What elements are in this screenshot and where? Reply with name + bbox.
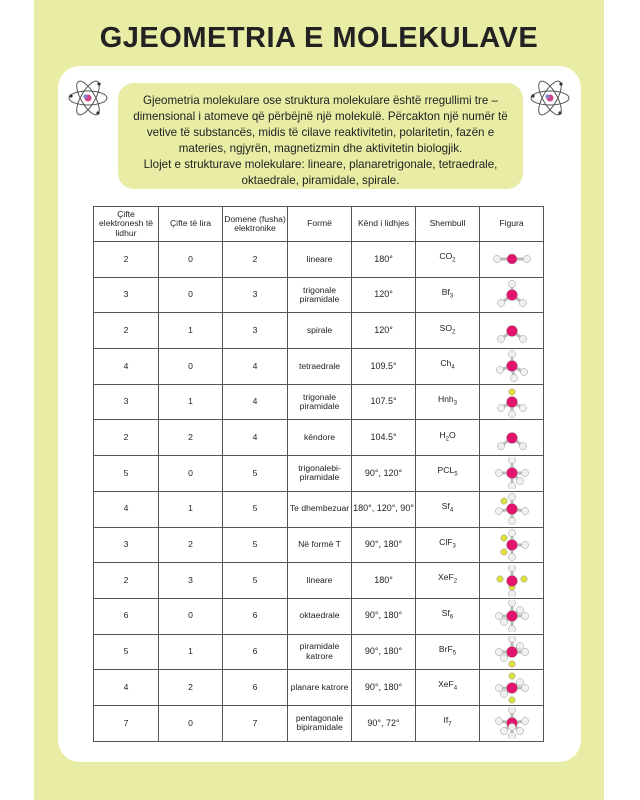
central-atom [506, 575, 517, 586]
table-row [94, 491, 544, 527]
example-subscript: 4 [453, 686, 458, 693]
table-row [94, 420, 544, 456]
outer-atom [500, 654, 507, 661]
outer-atom [508, 457, 515, 464]
table-row [94, 242, 544, 278]
outer-atom [521, 541, 528, 548]
cell-example [416, 527, 480, 563]
table-row [94, 313, 544, 349]
example-formula: BrF [438, 643, 453, 654]
cell-shape: këndore [288, 420, 352, 456]
example-subscript: 2 [452, 329, 456, 336]
cell-electron-domains: 3 [223, 277, 288, 313]
molecule-figure [492, 707, 532, 739]
outer-atom [519, 404, 526, 411]
table-row [94, 277, 544, 313]
cell-shape: tetraedrale [288, 349, 352, 385]
example-formula: H [439, 429, 446, 440]
cell-electron-domains: 6 [223, 670, 288, 706]
central-atom [506, 539, 517, 550]
cell-lone-pairs: 0 [159, 456, 223, 492]
outer-atom [508, 590, 515, 597]
header-example: Shembull [416, 207, 480, 242]
cell-shape: trigonale piramidale [288, 277, 352, 313]
cell-bonded-pairs: 6 [94, 598, 159, 634]
molecule-figure [492, 422, 532, 454]
geometry-table [93, 206, 544, 742]
cell-electron-domains: 6 [223, 598, 288, 634]
outer-atom [521, 613, 528, 620]
cell-figure [480, 242, 544, 278]
outer-atom [521, 648, 528, 655]
outer-atom [510, 375, 517, 382]
outer-atom [519, 299, 526, 306]
outer-atom [500, 619, 507, 626]
outer-atom [496, 367, 503, 374]
molecule-figure [492, 350, 532, 382]
cell-shape: Te dhembezuar [288, 491, 352, 527]
table-row [94, 527, 544, 563]
table-row [94, 349, 544, 385]
cell-bonded-pairs: 3 [94, 384, 159, 420]
cell-bond-angle: 120° [352, 313, 416, 349]
example-subscript: 5 [454, 472, 458, 479]
cell-bonded-pairs: 2 [94, 563, 159, 599]
example-formula: Hnh [437, 393, 454, 404]
header-lone-pairs: Çifte të lira [159, 207, 223, 242]
central-atom [506, 325, 517, 336]
outer-atom [495, 718, 502, 725]
outer-atom [497, 335, 504, 342]
cell-bond-angle: 90°, 180° [352, 598, 416, 634]
lone-pair-atom [500, 498, 506, 504]
cell-lone-pairs: 1 [159, 634, 223, 670]
central-atom [506, 432, 517, 443]
example-subscript: 2 [453, 579, 458, 586]
table-row [94, 634, 544, 670]
outer-atom [523, 256, 530, 263]
cell-bond-angle: 90°, 72° [352, 705, 416, 741]
example-formula: SO [439, 322, 453, 333]
lone-pair-atom [496, 575, 502, 581]
outer-atom [508, 565, 515, 572]
cell-shape: trigonale piramidale [288, 384, 352, 420]
cell-example [416, 563, 480, 599]
cell-bonded-pairs: 2 [94, 420, 159, 456]
outer-atom [521, 684, 528, 691]
table-row [94, 384, 544, 420]
lone-pair-atom [508, 672, 514, 678]
cell-shape: spirale [288, 313, 352, 349]
cell-shape: lineare [288, 242, 352, 278]
cell-shape: trigonalebi- piramidale [288, 456, 352, 492]
example-subscript: 7 [448, 721, 452, 728]
cell-example [416, 670, 480, 706]
cell-figure [480, 527, 544, 563]
outer-atom [495, 508, 502, 515]
cell-lone-pairs: 2 [159, 670, 223, 706]
cell-lone-pairs: 1 [159, 313, 223, 349]
cell-lone-pairs: 0 [159, 705, 223, 741]
cell-example [416, 491, 480, 527]
page-title: GJEOMETRIA E MOLEKULAVE [99, 22, 539, 54]
cell-bond-angle: 90°, 180° [352, 634, 416, 670]
cell-bonded-pairs: 5 [94, 456, 159, 492]
table-header-row [94, 207, 544, 242]
central-atom [506, 290, 517, 301]
header-bond-angle: Kënd i lidhjes [352, 207, 416, 242]
cell-example [416, 705, 480, 741]
central-atom [506, 682, 517, 693]
cell-lone-pairs: 3 [159, 563, 223, 599]
cell-figure [480, 563, 544, 599]
outer-atom [500, 690, 507, 697]
cell-figure [480, 313, 544, 349]
lone-pair-atom [520, 575, 526, 581]
example-formula: Sf [441, 608, 450, 619]
cell-lone-pairs: 2 [159, 420, 223, 456]
cell-shape: planare katrore [288, 670, 352, 706]
cell-figure [480, 420, 544, 456]
cell-figure [480, 705, 544, 741]
cell-electron-domains: 3 [223, 313, 288, 349]
outer-atom [495, 648, 502, 655]
header-electron-domains: Domene (fusha) elektronike [223, 207, 288, 242]
table-row [94, 670, 544, 706]
molecule-figure [492, 565, 532, 597]
outer-atom [521, 718, 528, 725]
cell-example [416, 313, 480, 349]
outer-atom [495, 613, 502, 620]
example-formula: If [443, 715, 449, 726]
molecule-figure [492, 672, 532, 704]
table-row [94, 456, 544, 492]
central-atom [506, 397, 517, 408]
outer-atom [519, 442, 526, 449]
central-atom [506, 646, 517, 657]
lone-pair-atom [500, 549, 506, 555]
cell-figure [480, 491, 544, 527]
cell-example [416, 634, 480, 670]
example-formula: CO [439, 251, 453, 262]
cell-example [416, 242, 480, 278]
cell-electron-domains: 7 [223, 705, 288, 741]
example-subscript: 4 [449, 507, 454, 514]
central-atom [506, 361, 517, 372]
molecule-figure [492, 636, 532, 668]
cell-lone-pairs: 0 [159, 349, 223, 385]
cell-figure [480, 277, 544, 313]
cell-bonded-pairs: 2 [94, 313, 159, 349]
example-formula: PCL [437, 465, 455, 476]
cell-lone-pairs: 0 [159, 277, 223, 313]
molecule-figure [492, 529, 532, 561]
cell-figure [480, 634, 544, 670]
cell-bonded-pairs: 2 [94, 242, 159, 278]
outer-atom [500, 728, 507, 735]
cell-figure [480, 598, 544, 634]
outer-atom [519, 335, 526, 342]
header-bonded-pairs: Çifte elektronesh të lidhur [94, 207, 159, 242]
header-shape: Formë [288, 207, 352, 242]
outer-atom [516, 728, 523, 735]
outer-atom [508, 351, 515, 358]
cell-lone-pairs: 0 [159, 598, 223, 634]
cell-bonded-pairs: 4 [94, 491, 159, 527]
intro-box [118, 83, 523, 189]
cell-lone-pairs: 0 [159, 242, 223, 278]
central-atom [506, 468, 517, 479]
cell-bond-angle: 90°, 120° [352, 456, 416, 492]
cell-bond-angle: 120° [352, 277, 416, 313]
outer-atom [508, 600, 515, 607]
example-subscript: 3 [452, 543, 456, 550]
cell-bond-angle: 90°, 180° [352, 527, 416, 563]
cell-bonded-pairs: 4 [94, 349, 159, 385]
example-formula: XeF [437, 679, 454, 690]
table-row [94, 563, 544, 599]
cell-lone-pairs: 1 [159, 491, 223, 527]
example-subscript: 2 [445, 436, 449, 443]
cell-shape: oktaedrale [288, 598, 352, 634]
atom-icon [528, 76, 572, 120]
molecule-figure [492, 279, 532, 311]
table-row [94, 705, 544, 741]
cell-bond-angle: 90°, 180° [352, 670, 416, 706]
cell-bond-angle: 180°, 120°, 90° [352, 491, 416, 527]
cell-figure [480, 384, 544, 420]
outer-atom [516, 642, 523, 649]
outer-atom [508, 529, 515, 536]
outer-atom [521, 470, 528, 477]
cell-bond-angle: 109.5° [352, 349, 416, 385]
cell-example [416, 384, 480, 420]
cell-bonded-pairs: 4 [94, 670, 159, 706]
cell-electron-domains: 4 [223, 384, 288, 420]
cell-bonded-pairs: 3 [94, 527, 159, 563]
atom-icon [66, 76, 110, 120]
cell-electron-domains: 4 [223, 349, 288, 385]
central-atom [507, 254, 517, 264]
outer-atom [508, 483, 515, 490]
example-formula: XeF [437, 572, 454, 583]
cell-shape: piramidale katrore [288, 634, 352, 670]
molecule-figure [492, 457, 532, 489]
cell-example [416, 456, 480, 492]
example-formula-tail: O [448, 429, 456, 440]
cell-lone-pairs: 1 [159, 384, 223, 420]
outer-atom [520, 369, 527, 376]
example-subscript: 6 [449, 614, 454, 621]
outer-atom [516, 678, 523, 685]
cell-electron-domains: 2 [223, 242, 288, 278]
cell-electron-domains: 4 [223, 420, 288, 456]
cell-shape: pentagonale bipiramidale [288, 705, 352, 741]
lone-pair-atom [508, 661, 514, 667]
example-subscript: 3 [449, 293, 454, 300]
outer-atom [516, 607, 523, 614]
intro-paragraph: Gjeometria molekulare ose struktura molekulare është rregullimi tre – dimensional i atomeve që përbëjnë një molekulë. Përcakton një numër të vetive të substancës, midis të cilave reaktivitetin, polaritetin, fazën e materies, ngjyrën, magnetizmin dhe aktivitetin biologjik. [133, 94, 508, 156]
cell-bonded-pairs: 3 [94, 277, 159, 313]
outer-atom [497, 442, 504, 449]
lone-pair-atom [508, 696, 514, 702]
outer-atom [493, 256, 500, 263]
cell-electron-domains: 5 [223, 456, 288, 492]
cell-lone-pairs: 2 [159, 527, 223, 563]
cell-bond-angle: 107.5° [352, 384, 416, 420]
outer-atom [497, 404, 504, 411]
cell-example [416, 598, 480, 634]
cell-bonded-pairs: 5 [94, 634, 159, 670]
outer-atom [508, 494, 515, 501]
cell-electron-domains: 6 [223, 634, 288, 670]
cell-electron-domains: 5 [223, 527, 288, 563]
outer-atom [508, 410, 515, 417]
example-subscript: 2 [452, 257, 456, 264]
example-formula: Bf [441, 286, 450, 297]
outer-atom [497, 299, 504, 306]
outer-atom [495, 684, 502, 691]
outer-atom [508, 553, 515, 560]
cell-bonded-pairs: 7 [94, 705, 159, 741]
header-figure: Figura [480, 207, 544, 242]
molecule-figure [492, 386, 532, 418]
cell-example [416, 277, 480, 313]
example-subscript: 5 [452, 650, 457, 657]
cell-figure [480, 456, 544, 492]
example-subscript: 3 [453, 400, 458, 407]
central-atom [506, 611, 517, 622]
outer-atom [508, 636, 515, 643]
molecule-figure [492, 493, 532, 525]
intro-types: Llojet e strukturave molekulare: lineare, planaretrigonale, tetraedrale, oktaedrale, piramidale, spirale. [143, 158, 498, 188]
molecule-figure [492, 243, 532, 275]
cell-bond-angle: 180° [352, 563, 416, 599]
lone-pair-atom [508, 389, 514, 395]
molecule-figure [492, 600, 532, 632]
outer-atom [508, 724, 515, 731]
outer-atom [508, 733, 515, 740]
molecule-figure [492, 315, 532, 347]
cell-example [416, 349, 480, 385]
cell-bond-angle: 104.5° [352, 420, 416, 456]
table-row [94, 598, 544, 634]
outer-atom [508, 280, 515, 287]
example-formula: Sf [441, 501, 450, 512]
example-subscript: 4 [451, 365, 455, 372]
outer-atom [508, 626, 515, 633]
example-formula: Ch [440, 358, 452, 369]
lone-pair-atom [500, 535, 506, 541]
cell-shape: lineare [288, 563, 352, 599]
cell-electron-domains: 5 [223, 491, 288, 527]
cell-bond-angle: 180° [352, 242, 416, 278]
outer-atom [508, 707, 515, 714]
outer-atom [495, 470, 502, 477]
central-atom [506, 504, 517, 515]
cell-figure [480, 670, 544, 706]
cell-electron-domains: 5 [223, 563, 288, 599]
cell-shape: Në formë T [288, 527, 352, 563]
outer-atom [521, 508, 528, 515]
outer-atom [516, 478, 523, 485]
example-formula: ClF [439, 536, 453, 547]
outer-atom [508, 518, 515, 525]
cell-example [416, 420, 480, 456]
cell-figure [480, 349, 544, 385]
